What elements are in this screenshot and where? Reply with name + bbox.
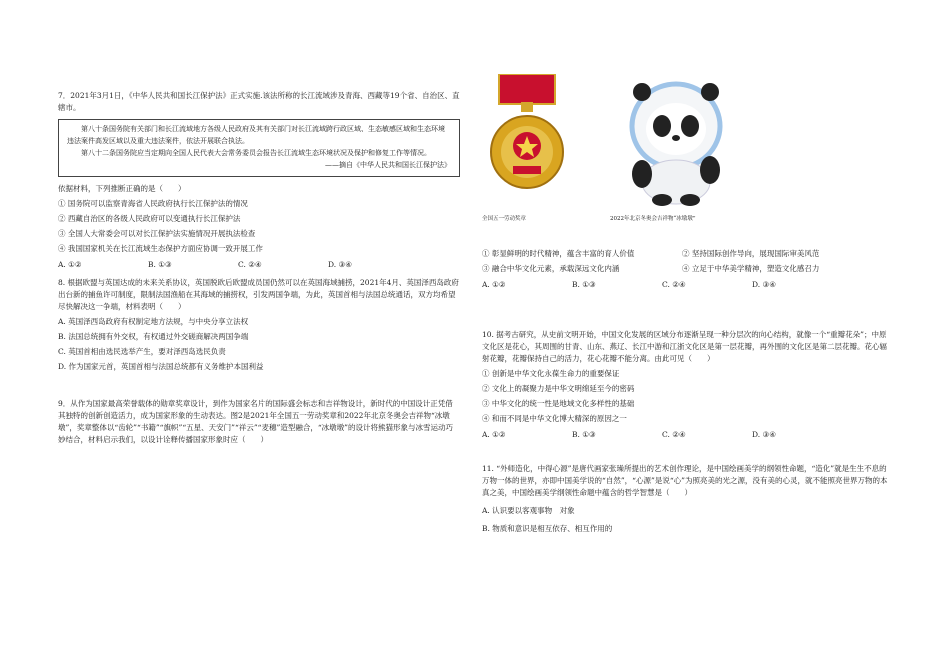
- q7-stem: 7．2021年3月1日，《中华人民共和国长江保护法》正式实施.该法所称的长江流域涉及青海、西藏等19个省、自治区、直辖市。: [58, 91, 460, 112]
- q7-box-source: ——摘自《中华人民共和国长江保护法》: [325, 160, 451, 169]
- left-column: [58, 90, 460, 448]
- q11-opt-b: B. 物质和意识是相互依存、相互作用的: [482, 524, 613, 533]
- q10-opt1: ① 创新是中华文化永葆生命力的重要保证: [482, 369, 620, 378]
- q9-choice-a: A. ①②: [482, 280, 506, 289]
- q7-choice-a: A. ①②: [58, 259, 82, 269]
- q9-opt1: ① 彰显鲜明的时代精神，蕴含丰富的育人价值: [482, 249, 635, 258]
- q10-stem: 10. 据考古研究，从史前文明开始，中国文化发展的区域分布逐渐呈现一种分层次的向心结构，就像一个“重瓣花朵”；中原文化区是花心，其周围的甘青、山东、燕辽、长江中游和江浙文化区是第一层花瓣，再外围的文化区是第二层花瓣。花心辐射花瓣，花瓣保持自己的活力，花心花瓣不能分离。由此可见（ ）: [482, 330, 887, 363]
- labor-medal-image: [487, 74, 567, 204]
- q8-opt-c: C. 英国首相由选民选举产生，要对泽西岛选民负责: [58, 346, 226, 356]
- q7-choice-c: C. ②④: [238, 259, 262, 269]
- q7-choice-d: D. ③④: [328, 259, 352, 269]
- q9-stem: 9．从作为国家最高荣誉载体的勋章奖章设计，到作为国家名片的国际盛会标志和吉祥物设计，新时代的中国设计正凭借其独特的创新创造活力，成为国家形象的生动表达。图2是2021年全国五一劳动奖章和2022年北京冬奥会吉祥物“冰墩墩”，奖章整体以“齿轮”“书籍”“旗帜”“五星、天安门”“祥云”“麦穗”造型融合，“冰墩墩”的设计将熊猫形象与冰雪运动巧妙结合，材料启示我们，以设计诠释传播国家形象时应（ ）: [58, 398, 454, 444]
- q10-opt4: ④ 和而不同是中华文化博大精深的原因之一: [482, 414, 627, 423]
- q7-ask: 依据材料，下列推断正确的是（ ）: [58, 183, 186, 193]
- panda-figure: [610, 74, 746, 224]
- q10-choice-d: D. ③④: [752, 430, 776, 439]
- bing-dwen-dwen-image: [616, 74, 736, 206]
- caption-medal: 全国五一劳动奖章: [482, 216, 527, 223]
- q8-opt-a: A. 英国泽西岛政府有权制定地方法规，与中央分享立法权: [58, 316, 249, 326]
- q11-stem: 11. “外师造化，中得心源”是唐代画家张璪所提出的艺术创作理论，是中国绘画美学的纲领性命题，“造化”就是生生不息的万物一体的世界，亦即中国美学说的“自然”，“心源”是说“心”为照亮美的光之源，没有美的心灵，就不能照亮世界万物的本真之美，中国绘画美学纲领性命题中蕴含的哲学智慧是（ ）: [482, 464, 888, 497]
- q7-choices: [58, 259, 460, 271]
- q7-opt2: ② 西藏自治区的各级人民政府可以变通执行长江保护法: [58, 213, 241, 223]
- q9-choices: [482, 279, 892, 291]
- q7-material-box: [58, 119, 460, 177]
- q7-box-p2: 第八十二条国务院应当定期向全国人民代表大会常务委员会报告长江流域生态环境状况及保护和修复工作等情况。: [81, 148, 431, 157]
- q9-choice-b: B. ①③: [572, 280, 596, 289]
- q9-choice-c: C. ②④: [662, 280, 686, 289]
- q7-opt4: ④ 我国国家机关在长江流域生态保护方面应协调一致开展工作: [58, 243, 263, 253]
- caption-panda: 2022年北京冬奥会吉祥物“冰墩墩”: [610, 216, 696, 223]
- right-column: [482, 74, 892, 538]
- q7-opt3: ③ 全国人大常委会可以对长江保护法实施情况开展执法检查: [58, 228, 256, 238]
- q10-choice-a: A. ①②: [482, 430, 506, 439]
- figure-2: [482, 74, 892, 224]
- q11-opt-a: A. 认识要以客观事物 对象: [482, 506, 575, 515]
- q7-box-p1: 第八十条国务院有关部门和长江流域地方各级人民政府及其有关部门对长江流域跨行政区域、生态敏感区域和生态环境违法案件高发区域以及重大违法案件，依法开展联合执法。: [67, 125, 445, 145]
- medal-figure: [482, 74, 592, 224]
- q10-choice-c: C. ②④: [662, 430, 686, 439]
- q10-opt2: ② 文化上的凝聚力是中华文明绵延至今的密码: [482, 384, 635, 393]
- q9-opt4: ④ 立足于中华美学精神，塑造文化感召力: [682, 264, 820, 273]
- q8-opt-b: B. 法国总统拥有外交权，有权通过外交磋商解决两国争端: [58, 331, 249, 341]
- q7-choice-b: B. ①③: [148, 259, 172, 269]
- q9-opt3: ③ 融合中华文化元素，承载深远文化内涵: [482, 264, 620, 273]
- q9-options: [482, 248, 892, 275]
- q7-opt1: ① 国务院可以监察青海省人民政府执行长江保护法的情况: [58, 198, 248, 208]
- q10-opt3: ③ 中华文化的统一性是地域文化多样性的基础: [482, 399, 635, 408]
- q8-stem: 8. 根据欧盟与英国达成的未来关系协议，英国脱欧后欧盟成员国仍然可以在英国海域捕捞，2021年4月、英国泽西岛政府出台新的捕鱼许可制度，限制法国渔船在其海域的捕捞权，引发两国争端，为此，英国首相与法国总统通话，双方均希望尽快解决这一争端，材料表明（ ）: [58, 277, 459, 311]
- q10-choices: [482, 429, 892, 441]
- q9-choice-d: D. ③④: [752, 280, 776, 289]
- q10-choice-b: B. ①③: [572, 430, 596, 439]
- q8-opt-d: D. 作为国家元首，英国首相与法国总统都有义务维护本国利益: [58, 361, 264, 371]
- q9-opt2: ② 坚持国际创作导向，展现国际审美风范: [682, 249, 820, 258]
